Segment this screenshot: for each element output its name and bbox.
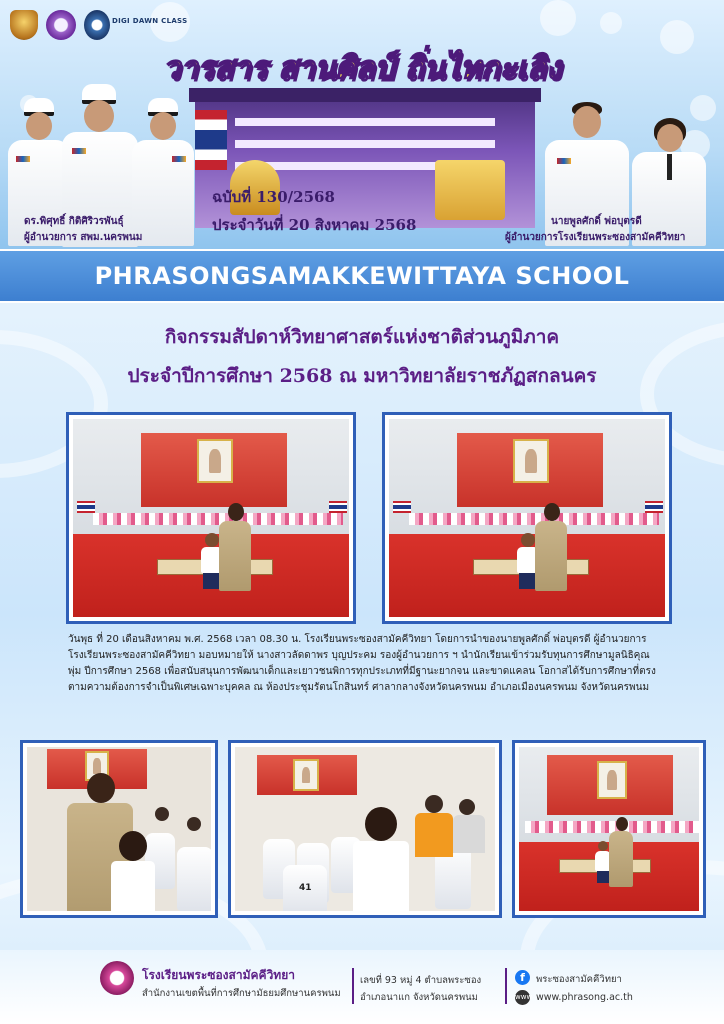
teacher-uniform <box>535 521 567 591</box>
official-face <box>84 100 114 132</box>
teacher-head <box>228 503 244 521</box>
flower-decoration <box>409 513 659 525</box>
left-official-role: ผู้อำนวยการ สพม.นครพนม <box>24 232 143 243</box>
digi-class-logo-text: DIGI DAWN CLASS <box>112 17 188 25</box>
deputy-tie <box>667 154 672 180</box>
issue-number: ฉบับที่ 130/2568 <box>212 188 335 206</box>
thai-flag <box>393 501 411 513</box>
bokeh-light <box>540 0 576 36</box>
thai-flag <box>329 501 347 513</box>
website-link[interactable]: www.phrasong.ac.th <box>536 992 633 1003</box>
teacher <box>609 817 633 901</box>
school-seal-logo <box>100 961 134 995</box>
school-name-english: PHRASONGSAMAKKEWITTAYA SCHOOL <box>94 262 630 290</box>
thai-flag <box>645 501 663 513</box>
issue-date: ประจำวันที่ 20 สิงหาคม 2568 <box>212 216 417 234</box>
digi-class-logo <box>84 10 110 40</box>
official-face <box>26 112 52 140</box>
masthead <box>0 0 724 250</box>
audience-member <box>459 799 475 815</box>
deputy-face <box>657 124 683 152</box>
director-face <box>573 106 601 138</box>
audience-member <box>425 795 443 813</box>
facebook-page-link[interactable]: พระซองสามัคคีวิทยา <box>536 974 622 985</box>
journal-title: วารสาร สานศิลป์ ถิ่นไทกะเลิง <box>162 50 562 86</box>
director-medal-ribbon <box>557 158 571 164</box>
student <box>353 807 409 911</box>
audience-shirt <box>415 813 453 857</box>
official-photo <box>132 96 194 246</box>
audience-shirt <box>453 815 485 853</box>
student-head <box>365 807 397 841</box>
building-window-row <box>235 140 495 148</box>
right-official-name: นายพูลศักดิ์ พ่อบุตรดี <box>551 216 642 227</box>
event-photo-2 <box>382 412 672 624</box>
photo-scene <box>73 419 349 617</box>
student <box>111 831 155 911</box>
royal-shrine-image <box>435 160 505 220</box>
school-name-banner <box>0 249 724 303</box>
footer-divider <box>352 968 354 1004</box>
student-shorts <box>597 871 609 883</box>
student-shirt <box>111 861 155 911</box>
audience-member <box>155 807 169 821</box>
footer-address-line-1: เลขที่ 93 หมู่ 4 ตำบลพระซอง <box>360 975 482 986</box>
teacher-head <box>544 503 560 521</box>
footer-office-name: สำนักงานเขตพื้นที่การศึกษามัธยมศึกษานครพนม <box>142 988 341 999</box>
royal-portrait <box>597 761 627 799</box>
student-head <box>119 831 147 861</box>
teacher <box>535 503 567 607</box>
building-window-row <box>235 118 495 126</box>
facebook-icon[interactable]: f <box>515 970 530 985</box>
student-shirt <box>353 841 409 911</box>
event-photo-3 <box>20 740 218 918</box>
official-medal-ribbon <box>172 156 186 162</box>
teacher-head <box>87 773 115 803</box>
footer-address-line-2: อำเภอนาแก จังหวัดนครพนม <box>360 992 478 1003</box>
seat-number-tag: 41 <box>299 883 312 893</box>
footer-divider <box>505 968 507 1004</box>
photo-scene <box>389 419 665 617</box>
secondary-office-logo <box>46 10 76 40</box>
right-official-role: ผู้อำนวยการโรงเรียนพระซองสามัคคีวิทยา <box>505 232 686 243</box>
thai-flag <box>77 501 95 513</box>
ministry-seal-logo <box>10 10 38 40</box>
footer-school-name: โรงเรียนพระซองสามัคคีวิทยา <box>142 968 295 982</box>
event-photo-4 <box>228 740 502 918</box>
photo-scene <box>519 747 699 911</box>
event-photo-1 <box>66 412 356 624</box>
building-roof <box>189 88 541 102</box>
article-headline-line-2: ประจำปีการศึกษา 2568 ณ มหาวิทยาลัยราชภัฏสกลนคร <box>127 365 597 387</box>
website-icon[interactable]: www <box>515 990 530 1005</box>
teacher-head <box>616 817 628 831</box>
flower-decoration <box>93 513 343 525</box>
deputy-director-photo <box>632 118 706 246</box>
thai-flag-image <box>195 110 227 170</box>
royal-portrait <box>293 759 319 791</box>
audience-chair <box>177 847 211 911</box>
audience-member <box>187 817 201 831</box>
bokeh-light <box>600 12 622 34</box>
student-head <box>598 841 608 851</box>
royal-portrait <box>513 439 549 483</box>
teacher <box>219 503 251 607</box>
student-head <box>205 533 219 547</box>
photo-scene <box>27 747 211 911</box>
official-medal-ribbon <box>72 148 86 154</box>
event-photo-5 <box>512 740 706 918</box>
official-medal-ribbon <box>16 156 30 162</box>
royal-portrait <box>197 439 233 483</box>
left-official-name: ดร.พิศุทธิ์ กิติศิริวรพันธุ์ <box>24 216 124 227</box>
teacher-uniform <box>609 831 633 887</box>
article-body: วันพุธ ที่ 20 เดือนสิงหาคม พ.ศ. 2568 เวลา 08.30 น. โรงเรียนพระซองสามัคคีวิทยา โดยการนำของนายพูลศักดิ์ พ่อบุตรดี ผู้อำนวยการโรงเรียนพระซองสามัคคีวิทยา มอบหมายให้ นางสาวลัดดาพร บุญประคม รองผู้อำนวยการ ฯ นำนักเรียนเข้าร่วมรับทุนการศึกษามูลนิธิคุณพุ่ม ปีการศึกษา 2568 เพื่อสนับสนุนการพัฒนาเด็กและเยาวชนพิการทุกประเภทที่มีฐานะยากจน และขาดแคลน โอกาสได้รับการศึกษาที่ตรงตามความต้องการจำเป็นพิเศษเฉพาะบุคคล ณ ห้องประชุมรัตนโกสินทร์ ศาลากลางจังหวัดนครพนม อำเภอเมืองนครพนม จังหวัดนครพนม <box>68 634 656 693</box>
teacher-uniform <box>219 521 251 591</box>
article-headline-line-1: กิจกรรมสัปดาห์วิทยาศาสตร์แห่งชาติส่วนภูมิภาค <box>164 326 560 348</box>
official-face <box>150 112 176 140</box>
photo-scene <box>235 747 495 911</box>
student-head <box>521 533 535 547</box>
